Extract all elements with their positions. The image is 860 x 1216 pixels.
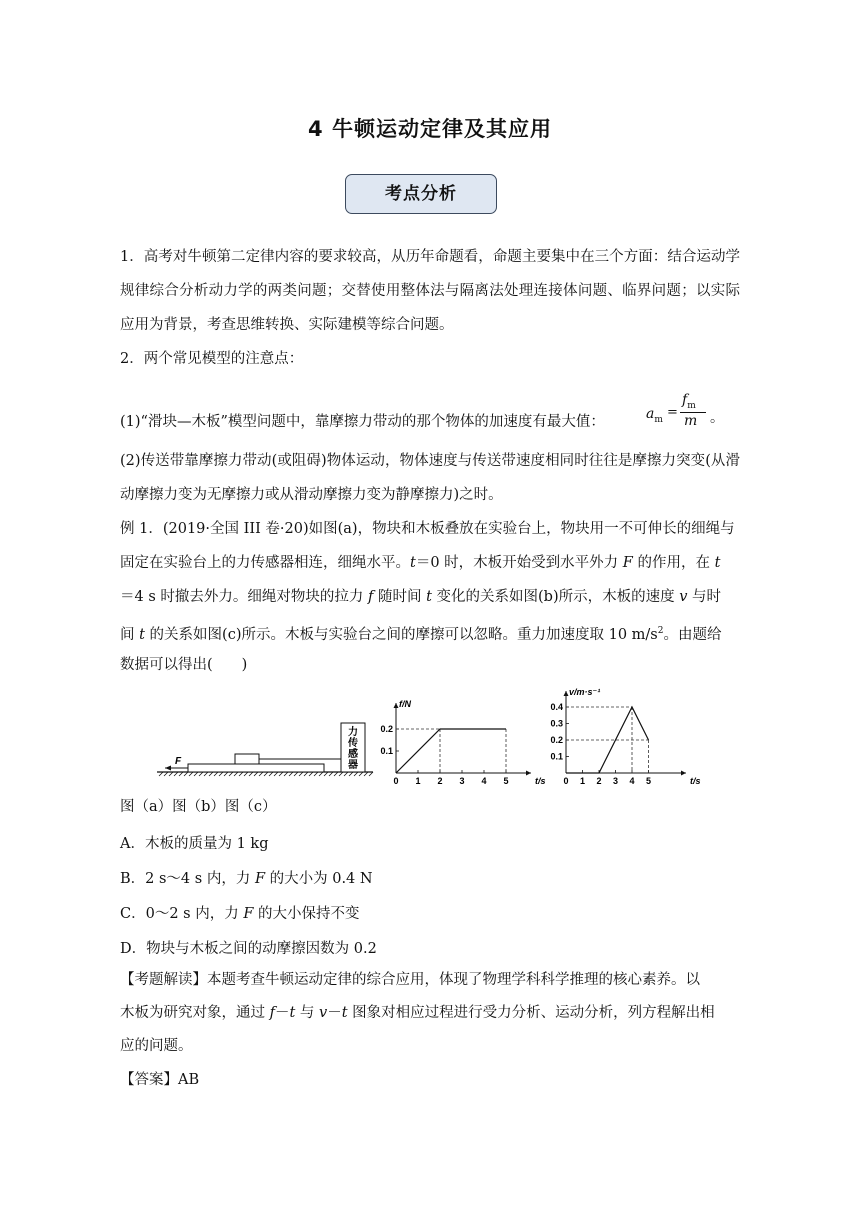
y-axis-label: v/m·s⁻¹: [569, 687, 601, 697]
example-var: f: [368, 589, 374, 605]
x-tick-label: 2: [596, 776, 602, 786]
x-tick-label: 3: [459, 776, 465, 786]
option-text: B．2 s～4 s 内，力: [120, 871, 255, 887]
example-text: ＝4 s 时撤去外力。细绳对物块的拉力: [120, 589, 368, 605]
paragraph-2: 2．两个常见模型的注意点：: [120, 351, 304, 367]
option-text: C．0～2 s 内，力: [120, 906, 244, 922]
y-tick-label: 0.1: [380, 746, 393, 756]
sensor-label-3: 感: [348, 749, 358, 760]
x-tick-label: 0: [563, 776, 569, 786]
example-text: 。由题给: [663, 626, 722, 643]
formula-max-acceleration: [640, 392, 724, 436]
paragraph-3: [120, 412, 605, 432]
example-sup: 2: [657, 626, 664, 636]
sensor-label-1: 力: [348, 727, 358, 738]
formula-lhs-sub: m: [654, 414, 663, 425]
analysis-var: t: [341, 1005, 348, 1021]
x-tick-label: 1: [415, 776, 421, 786]
force-arrow-head: [165, 766, 171, 771]
figure-c-chart: [546, 685, 706, 789]
analysis-line-1: 【考题解读】本题考查牛顿运动定律的综合应用，体现了物理学科科学推理的核心素养。以: [120, 972, 700, 988]
analysis-line-3: 应的问题。: [120, 1038, 193, 1054]
y-tick-label: 0.4: [550, 702, 563, 712]
example-text: 的关系如图(c)所示。木板与实验台之间的摩擦可以忽略。重力加速度取 10 m/s: [144, 626, 658, 643]
page-title: 4 牛顿运动定律及其应用: [308, 117, 552, 141]
option-a: A．木板的质量为 1 kg: [120, 836, 269, 852]
analysis-line-2: [120, 1003, 715, 1023]
y-axis-arrow: [394, 703, 399, 708]
option-d: D．物块与木板之间的动摩擦因数为 0.2: [120, 941, 377, 957]
sensor-label-2: 传: [348, 738, 358, 749]
example-line-3: [120, 587, 721, 607]
option-c: [120, 902, 360, 923]
example-line-1: 例 1．(2019·全国 III 卷·20)如图(a)，物块和木板叠放在实验台上，物块用一不可伸长的细绳与: [120, 521, 735, 537]
x-tick-label: 2: [437, 776, 443, 786]
example-var: v: [679, 589, 688, 605]
x-tick-label: 4: [629, 776, 635, 786]
formula-num-sub: m: [687, 400, 696, 411]
formula-lhs: a: [646, 406, 655, 422]
y-axis-arrow: [564, 691, 569, 696]
y-tick-label: 0.1: [550, 751, 563, 762]
board: [188, 764, 324, 772]
example-text: 的作用，在: [632, 555, 715, 571]
figure-b-chart: [380, 697, 546, 789]
block: [235, 754, 259, 764]
sensor-label-4: 器: [348, 760, 358, 771]
example-line-4: [120, 621, 721, 645]
analysis-text: 木板为研究对象，通过: [120, 1005, 270, 1021]
option-var: F: [254, 871, 265, 887]
option-var: F: [243, 906, 254, 922]
x-tick-label: 1: [579, 776, 586, 786]
example-var: t: [410, 555, 416, 571]
x-axis-label: t/s: [535, 776, 546, 786]
formula-end: 。: [710, 410, 724, 426]
x-axis-arrow: [681, 771, 686, 776]
example-line-2: [120, 553, 720, 573]
analysis-text: －: [327, 1005, 342, 1021]
analysis-var: f: [269, 1005, 275, 1021]
figure-caption: 图（a）图（b）图（c）: [120, 799, 277, 815]
analysis-var: t: [289, 1005, 296, 1021]
answer: 【答案】AB: [120, 1072, 200, 1088]
example-text: 间: [120, 626, 140, 643]
formula-num: f: [682, 392, 688, 408]
example-text: 变化的关系如图(b)所示，木板的速度: [431, 589, 680, 605]
y-tick-label: 0.2: [550, 735, 563, 745]
figure-a-apparatus: [155, 718, 375, 783]
example-text: 固定在实验台上的力传感器相连，细绳水平。: [120, 555, 410, 571]
option-b: [120, 867, 373, 888]
analysis-text: －: [274, 1005, 290, 1021]
analysis-var: v: [319, 1005, 328, 1021]
example-var: t: [426, 589, 432, 605]
formula-eq: =: [667, 405, 678, 420]
section-badge: 考点分析: [345, 174, 497, 214]
formula-den: m: [684, 413, 698, 429]
x-tick-label: 3: [612, 776, 619, 786]
analysis-text: 与: [295, 1005, 320, 1021]
example-text: 与时: [687, 589, 722, 605]
paragraph-3-text: (1)“滑块—木板”模型问题中，靠摩擦力带动的那个物体的加速度有最大值：: [120, 414, 605, 430]
option-text: 的大小为 0.4 N: [265, 871, 373, 887]
x-axis-label: t/s: [690, 776, 701, 786]
y-tick-label: 0.3: [550, 718, 563, 729]
x-tick-label: 4: [481, 776, 487, 786]
paragraph-1: 1．高考对牛顿第二定律内容的要求较高，从历年命题看，命题主要集中在三个方面：结合运动学规律综合分析动力学的两类问题；交替使用整体法与隔离法处理连接体问题、临界问题；以实际应用为背景，考查思维转换、实际建模等综合问题。: [120, 249, 740, 333]
f-t-series-line: [396, 729, 506, 773]
example-text: 随时间: [373, 589, 427, 605]
table-surface: [157, 772, 373, 776]
example-text: ＝0 时，木板开始受到水平外力: [415, 555, 623, 571]
paragraph-4: (2)传送带靠摩擦力带动(或阻碍)物体运动，物体速度与传送带速度相同时往往是摩擦力突变(从滑动摩擦力变为无摩擦力或从滑动摩擦力变为静摩擦力)之时。: [120, 453, 740, 503]
example-line-5: 数据可以得出( ): [120, 657, 248, 673]
x-tick-label: 0: [393, 776, 399, 786]
example-var: t: [139, 626, 145, 643]
x-axis-arrow: [526, 771, 531, 776]
analysis-text: 图象对相应过程进行受力分析、运动分析，列方程解出相: [347, 1005, 715, 1021]
example-var: F: [622, 555, 633, 571]
y-axis-label: f/N: [399, 699, 411, 709]
x-tick-label: 5: [503, 776, 509, 786]
example-var: t: [714, 555, 721, 571]
option-text: 的大小保持不变: [253, 906, 360, 922]
force-label: F: [175, 756, 182, 767]
y-tick-label: 0.2: [380, 724, 393, 734]
x-tick-label: 5: [645, 776, 652, 786]
